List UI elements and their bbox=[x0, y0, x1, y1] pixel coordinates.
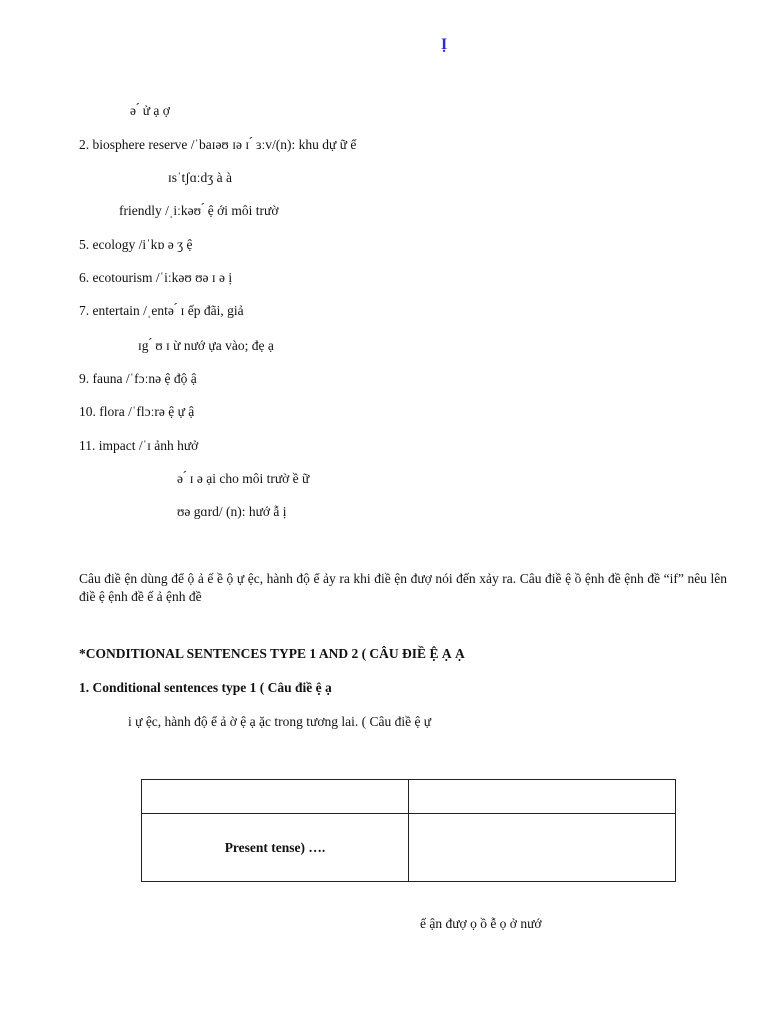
table-row bbox=[142, 814, 676, 882]
vocab-line-7: 7. entertain /ˌentə ́ ɪ ếp đãi, giả bbox=[79, 303, 244, 318]
table-cell bbox=[142, 780, 409, 814]
table-cell bbox=[409, 780, 676, 814]
vocab-line-12: ə ́ ɪ ə ại cho môi trườ ề ữ bbox=[177, 471, 310, 486]
intro-paragraph: Câu điề ện dùng để ộ ả ế ề ộ ự ệc, hành độ ể ảy ra khi điề ện đượ nói đến xảy ra. Câu điề ệ ồ ệnh đề ệnh đề “if” nêu lên điề ệ ệnh đề ế ả ệnh đề bbox=[79, 571, 727, 604]
table-row bbox=[142, 780, 676, 814]
vocab-line-2: 2. biosphere reserve /ˈbaɪəʊ ɪə ɪ ́ ɜːv/(n): khu dự ữ ể bbox=[79, 137, 357, 152]
vocab-line-4: friendly /ˌiːkəʊ ́ ệ ới môi trườ bbox=[119, 203, 279, 218]
type1-note: i ự ệc, hành độ ể ả ờ ệ ạ ặc trong tương lai. ( Câu điề ệ ự bbox=[128, 714, 432, 729]
vocab-line-10: 10. flora /ˈflɔːrə ệ ự ậ bbox=[79, 404, 195, 419]
section-heading: *CONDITIONAL SENTENCES TYPE 1 AND 2 ( CÂU ĐIỀ Ệ Ạ Ạ bbox=[79, 646, 465, 661]
vocab-line-3: ɪsˈtʃɑːdʒ à à bbox=[168, 170, 233, 185]
vocab-line-13: ʊə gɑrd/ (n): hướ ẫ ị bbox=[177, 504, 287, 519]
footer-line: ế ận đượ ọ ồ ễ ọ ở nướ bbox=[420, 916, 542, 931]
vocab-line-5: 5. ecology /iˈkɒ ə ʒ ệ bbox=[79, 237, 193, 252]
table-cell-main-clause bbox=[409, 814, 676, 882]
conditional-structure-table bbox=[141, 779, 676, 882]
vocab-line-6: 6. ecotourism /ˈiːkəʊ ʊə ɪ ə ị bbox=[79, 270, 233, 285]
vocab-line-8: ɪg ́ ʊ ɪ ừ nướ ựa vào; đẹ ạ bbox=[138, 338, 274, 353]
subheading-type1: 1. Conditional sentences type 1 ( Câu điề ệ ạ bbox=[79, 680, 332, 695]
vocab-line-9: 9. fauna /ˈfɔːnə ệ độ ậ bbox=[79, 371, 197, 386]
vocab-line-1: ə ́ ử ạ ợ bbox=[130, 103, 170, 118]
table-cell-if-clause: Present tense) …. bbox=[142, 814, 409, 882]
vocab-line-11: 11. impact /ˈɪ ảnh hưở bbox=[79, 438, 199, 453]
document-title: Ị bbox=[441, 36, 448, 53]
